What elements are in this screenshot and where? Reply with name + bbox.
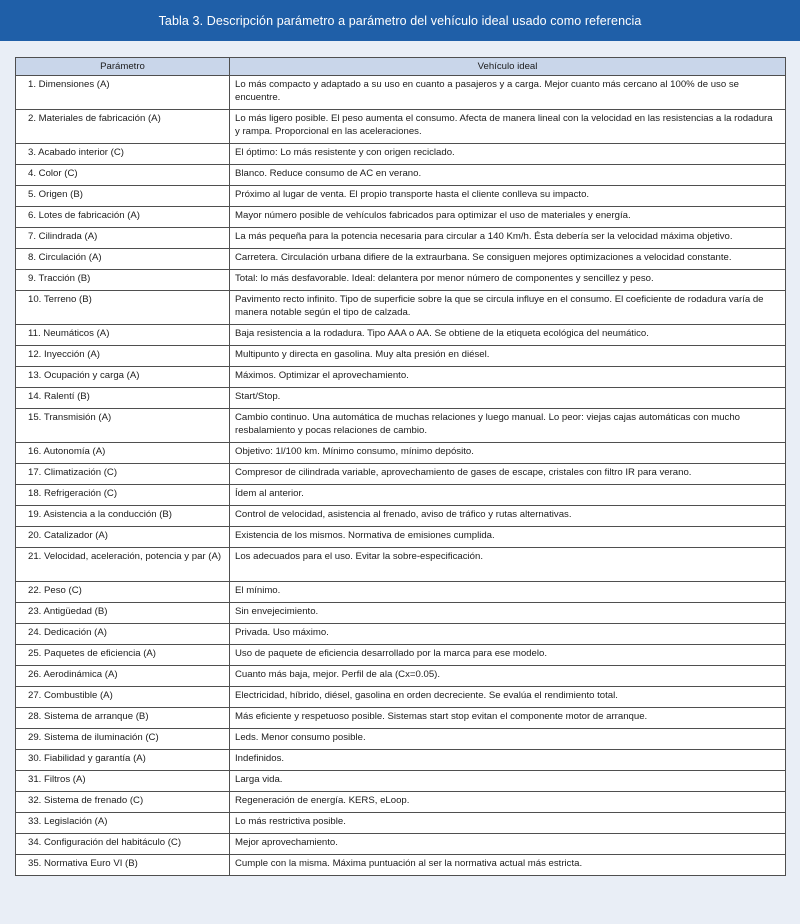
parameter-cell: 16. Autonomía (A) [16,443,230,464]
header-parametro: Parámetro [16,58,230,76]
parameters-table [15,57,786,876]
parameter-cell: 3. Acabado interior (C) [16,144,230,165]
parameter-cell: 26. Aerodinámica (A) [16,666,230,687]
ideal-vehicle-cell: La más pequeña para la potencia necesaria para circular a 140 Km/h. Ésta debería ser la velocidad máxima objetivo. [230,228,786,249]
ideal-vehicle-cell: Objetivo: 1l/100 km. Mínimo consumo, mínimo depósito. [230,443,786,464]
header-vehiculo-ideal: Vehículo ideal [230,58,786,76]
parameter-cell: 18. Refrigeración (C) [16,485,230,506]
ideal-vehicle-cell: Ídem al anterior. [230,485,786,506]
table-row [16,388,786,409]
table-row [16,506,786,527]
parameter-cell: 23. Antigüedad (B) [16,603,230,624]
ideal-vehicle-cell: Privada. Uso máximo. [230,624,786,645]
table-row [16,834,786,855]
ideal-vehicle-cell: El mínimo. [230,582,786,603]
table-row [16,645,786,666]
table-row [16,186,786,207]
parameter-cell: 5. Origen (B) [16,186,230,207]
ideal-vehicle-cell: Carretera. Circulación urbana difiere de la extraurbana. Se consiguen mejores optimizaciones a velocidad constante. [230,249,786,270]
parameter-cell: 7. Cilindrada (A) [16,228,230,249]
parameter-cell: 8. Circulación (A) [16,249,230,270]
header-row [16,58,786,76]
table-row [16,485,786,506]
parameter-cell: 27. Combustible (A) [16,687,230,708]
ideal-vehicle-cell: Compresor de cilindrada variable, aprovechamiento de gases de escape, cristales con filtro IR para verano. [230,464,786,485]
ideal-vehicle-cell: Lo más compacto y adaptado a su uso en cuanto a pasajeros y a carga. Mejor cuanto más cercano al 100% de uso se encuentre. [230,76,786,110]
parameter-cell: 13. Ocupación y carga (A) [16,367,230,388]
parameter-cell: 1. Dimensiones (A) [16,76,230,110]
ideal-vehicle-cell: Larga vida. [230,771,786,792]
parameter-cell: 30. Fiabilidad y garantía (A) [16,750,230,771]
ideal-vehicle-cell: Lo más restrictiva posible. [230,813,786,834]
ideal-vehicle-cell: Existencia de los mismos. Normativa de emisiones cumplida. [230,527,786,548]
table-row [16,325,786,346]
table-body [16,76,786,876]
ideal-vehicle-cell: Indefinidos. [230,750,786,771]
table-row [16,624,786,645]
table-row [16,270,786,291]
parameter-cell: 12. Inyección (A) [16,346,230,367]
parameter-cell: 35. Normativa Euro VI (B) [16,855,230,876]
parameter-cell: 9. Tracción (B) [16,270,230,291]
ideal-vehicle-cell: Los adecuados para el uso. Evitar la sobre-especificación. [230,548,786,582]
table-row [16,771,786,792]
parameter-cell: 25. Paquetes de eficiencia (A) [16,645,230,666]
parameter-cell: 22. Peso (C) [16,582,230,603]
table-row [16,165,786,186]
ideal-vehicle-cell: Cambio continuo. Una automática de muchas relaciones y luego manual. Lo peor: viejas cajas automáticas con mucho resbalamiento y pocas relaciones de cambio. [230,409,786,443]
parameter-cell: 34. Configuración del habitáculo (C) [16,834,230,855]
table-row [16,367,786,388]
parameter-cell: 31. Filtros (A) [16,771,230,792]
ideal-vehicle-cell: Uso de paquete de eficiencia desarrollado por la marca para ese modelo. [230,645,786,666]
table-row [16,291,786,325]
parameter-cell: 19. Asistencia a la conducción (B) [16,506,230,527]
parameter-cell: 21. Velocidad, aceleración, potencia y par (A) [16,548,230,582]
ideal-vehicle-cell: Electricidad, híbrido, diésel, gasolina en orden decreciente. Se evalúa el rendimiento total. [230,687,786,708]
ideal-vehicle-cell: Start/Stop. [230,388,786,409]
ideal-vehicle-cell: Regeneración de energía. KERS, eLoop. [230,792,786,813]
table-row [16,144,786,165]
parameter-cell: 28. Sistema de arranque (B) [16,708,230,729]
table-row [16,855,786,876]
ideal-vehicle-cell: Total: lo más desfavorable. Ideal: delantera por menor número de componentes y sencillez y peso. [230,270,786,291]
ideal-vehicle-cell: Sin envejecimiento. [230,603,786,624]
parameter-cell: 33. Legislación (A) [16,813,230,834]
parameter-cell: 11. Neumáticos (A) [16,325,230,346]
parameter-cell: 17. Climatización (C) [16,464,230,485]
parameter-cell: 24. Dedicación (A) [16,624,230,645]
parameter-cell: 10. Terreno (B) [16,291,230,325]
table-row [16,792,786,813]
parameter-cell: 20. Catalizador (A) [16,527,230,548]
parameter-cell: 32. Sistema de frenado (C) [16,792,230,813]
ideal-vehicle-cell: Multipunto y directa en gasolina. Muy alta presión en diésel. [230,346,786,367]
parameter-cell: 4. Color (C) [16,165,230,186]
table-row [16,76,786,110]
ideal-vehicle-cell: Control de velocidad, asistencia al frenado, aviso de tráfico y rutas alternativas. [230,506,786,527]
table-row [16,228,786,249]
table-row [16,813,786,834]
table-title: Tabla 3. Descripción parámetro a parámetro del vehículo ideal usado como referencia [158,13,642,28]
table-caption-bar [0,0,800,41]
table-row [16,582,786,603]
ideal-vehicle-cell: Máximos. Optimizar el aprovechamiento. [230,367,786,388]
ideal-vehicle-cell: Leds. Menor consumo posible. [230,729,786,750]
table-row [16,249,786,270]
table-row [16,207,786,228]
table-row [16,729,786,750]
ideal-vehicle-cell: Blanco. Reduce consumo de AC en verano. [230,165,786,186]
ideal-vehicle-cell: Más eficiente y respetuoso posible. Sistemas start stop evitan el componente motor de arranque. [230,708,786,729]
table-row [16,750,786,771]
table-row [16,110,786,144]
table-container [0,41,800,876]
table-row [16,666,786,687]
ideal-vehicle-cell: Próximo al lugar de venta. El propio transporte hasta el cliente conlleva su impacto. [230,186,786,207]
table-row [16,603,786,624]
table-row [16,464,786,485]
ideal-vehicle-cell: Lo más ligero posible. El peso aumenta el consumo. Afecta de manera lineal con la velocidad en las resistencias a la rodadura y rampa. Proporcional en las aceleraciones. [230,110,786,144]
parameter-cell: 29. Sistema de iluminación (C) [16,729,230,750]
ideal-vehicle-cell: Baja resistencia a la rodadura. Tipo AAA o AA. Se obtiene de la etiqueta ecológica del neumático. [230,325,786,346]
parameter-cell: 14. Ralentí (B) [16,388,230,409]
ideal-vehicle-cell: Pavimento recto infinito. Tipo de superficie sobre la que se circula influye en el consumo. El coeficiente de rodadura varía de manera notable según el tipo de calzada. [230,291,786,325]
ideal-vehicle-cell: Cumple con la misma. Máxima puntuación al ser la normativa actual más estricta. [230,855,786,876]
ideal-vehicle-cell: Cuanto más baja, mejor. Perfil de ala (Cx=0.05). [230,666,786,687]
table-row [16,687,786,708]
table-row [16,409,786,443]
table-row [16,548,786,582]
parameter-cell: 15. Transmisión (A) [16,409,230,443]
table-row [16,346,786,367]
table-row [16,443,786,464]
parameter-cell: 6. Lotes de fabricación (A) [16,207,230,228]
ideal-vehicle-cell: Mejor aprovechamiento. [230,834,786,855]
table-row [16,708,786,729]
ideal-vehicle-cell: Mayor número posible de vehículos fabricados para optimizar el uso de materiales y energía. [230,207,786,228]
parameter-cell: 2. Materiales de fabricación (A) [16,110,230,144]
table-row [16,527,786,548]
ideal-vehicle-cell: El óptimo: Lo más resistente y con origen reciclado. [230,144,786,165]
